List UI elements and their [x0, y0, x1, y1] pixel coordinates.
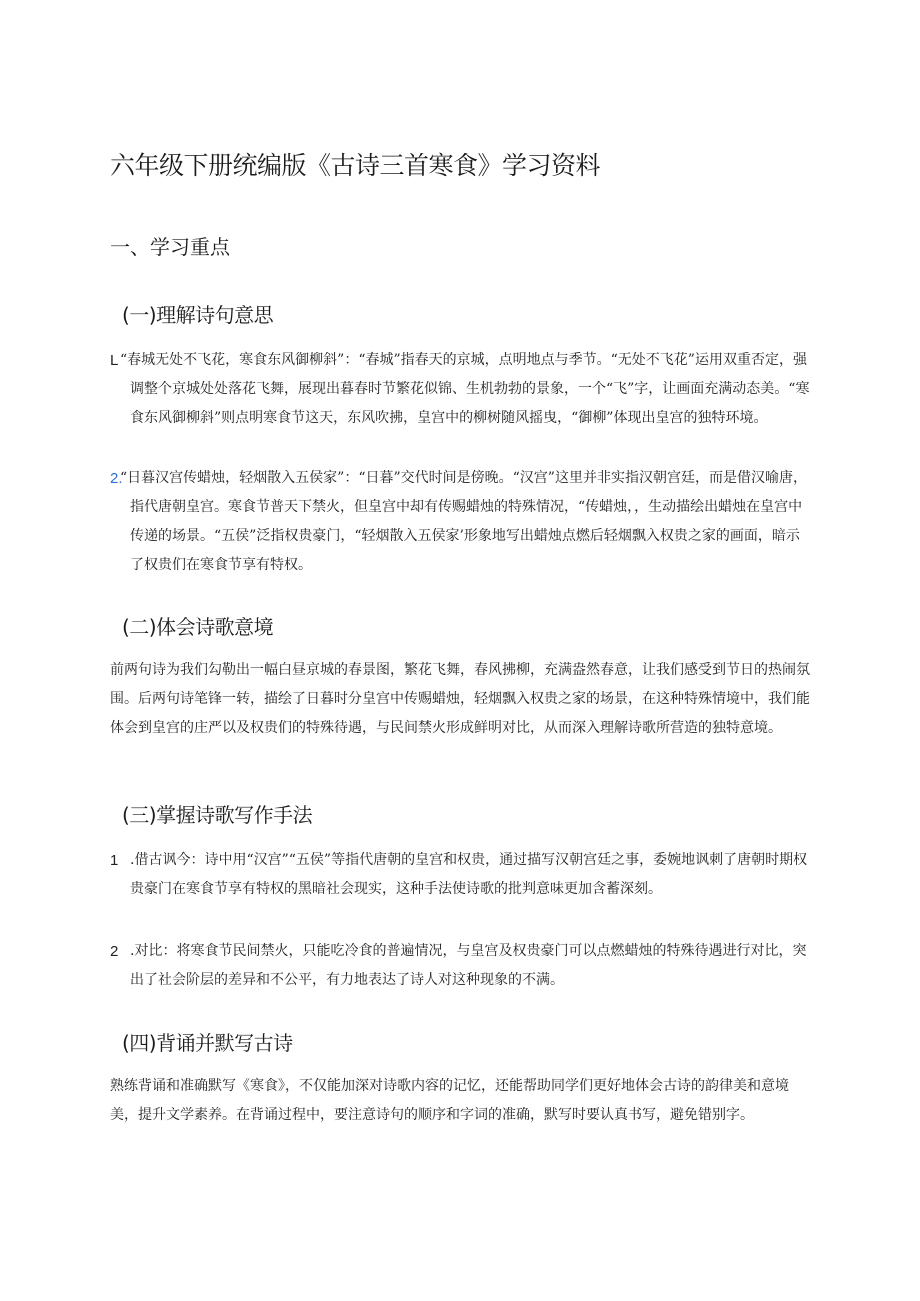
- list-item: [110, 464, 810, 580]
- list-item-text: “日暮汉宫传蜡烛，轻烟散入五侯家”：“日暮”交代时间是傍晚。“汉宫”这里并非实指汉朝宫廷，而是借汉喻唐，指代唐朝皇宫。寒食节普天下禁火，但皇宫中却有传赐蜡烛的特殊情况，“传蜡烛，，生动描绘出蜡烛在皇宫中传递的场景。“五侯”泛指权贵豪门，“轻烟散入五侯家’形象地写出蜡烛点燃后轻烟飘入权贵之家的画面，暗示了权贵们在寒食节享有特权。: [120, 470, 807, 573]
- paragraph: 熟练背诵和准确默写《寒食》，不仅能加深对诗歌内容的记忆，还能帮助同学们更好地体会古诗的韵律美和意境美，提升文学素养。在背诵过程中，要注意诗句的顺序和字词的准确，默写时要认真书写，避免错别字。: [110, 1078, 789, 1123]
- list-item-text: .借古讽今：诗中用“汉宫”“五侯”等指代唐朝的皇宫和权贵，通过描写汉朝宫廷之事，委婉地讽刺了唐朝时期权贵豪门在寒食节享有特权的黑暗社会现实，这种手法使诗歌的批判意味更加含蓄深刻。: [130, 852, 808, 897]
- section-heading-study-focus: 一、学习重点: [110, 235, 230, 259]
- list-item: [110, 846, 810, 904]
- list-marker: 1: [110, 852, 119, 869]
- list-marker: 2: [110, 943, 119, 960]
- list-marker: 2.: [110, 470, 123, 487]
- subsection-heading-techniques: (三)掌握诗歌写作手法: [122, 803, 313, 827]
- paragraph: 前两句诗为我们勾勒出一幅白昼京城的春景图，繁花飞舞，春风拂柳，充满盎然春意，让我们感受到节日的热闹氛围。后两句诗笔锋一转，描绘了日暮时分皇宫中传赐蜡烛，轻烟飘入权贵之家的场景，在这种特殊情境中，我们能体会到皇宫的庄严以及权贵们的特殊待遇，与民间禁火形成鲜明对比，从而深入理解诗歌所营造的独特意境。: [110, 662, 810, 736]
- list-item: [110, 346, 810, 433]
- list-item-text: .对比：将寒食节民间禁火，只能吃冷食的普遍情况，与皇宫及权贵豪门可以点燃蜡烛的特殊待遇进行对比，突出了社会阶层的差异和不公平，有力地表达了诗人对这种现象的不满。: [130, 943, 807, 988]
- list-item: [110, 937, 810, 995]
- subsection-heading-understand: (一)理解诗句意思: [122, 303, 274, 327]
- list-marker: L: [110, 352, 119, 369]
- subsection-heading-artistic-mood: (二)体会诗歌意境: [122, 615, 274, 639]
- subsection-heading-recite: (四)背诵并默写古诗: [122, 1031, 293, 1055]
- document-title: 六年级下册统编版《古诗三首寒食》学习资料: [110, 151, 601, 180]
- list-item-text: “春城无处不飞花，寒食东风御柳斜”：“春城”指春天的京城，点明地点与季节。“无处不飞花”运用双重否定，强调整个京城处处落花飞舞，展现出暮春时节繁花似锦、生机勃勃的景象，一个“飞”字，让画面充满动态美。“寒食东风御柳斜”则点明寒食节这天，东风吹拂，皇宫中的柳树随风摇曳，“御柳”体现出皇宫的独特环境。: [120, 352, 810, 426]
